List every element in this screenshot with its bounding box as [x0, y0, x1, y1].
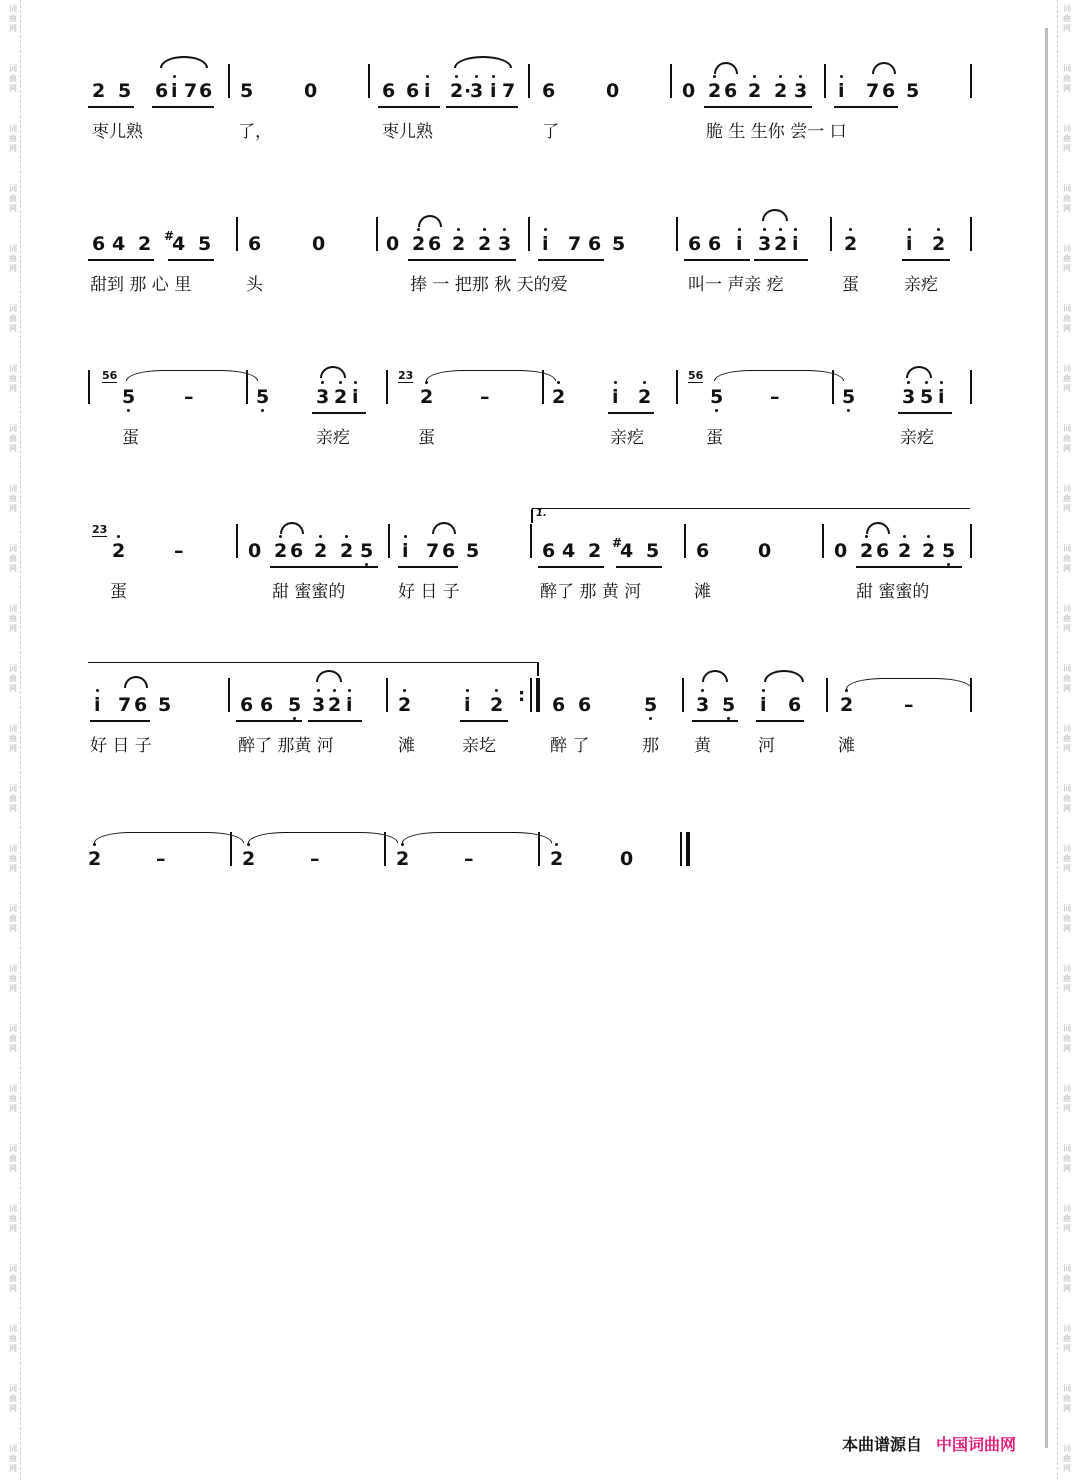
system-2: 6 4 2 # 4 5 6 0 0 2 6 2 2 3 i 7 6 5 6 6 i 3 2 i 2 i 2 甜到 那 心 里 头 捧 一 把那 秋 天的爱 叫一 声亲 疙 蛋 亲疙	[0, 233, 1074, 333]
watermark-mark: 词 曲 网	[1063, 1384, 1071, 1413]
watermark-mark: 词 曲 网	[1063, 964, 1071, 993]
source-label: 本曲谱源自	[842, 1435, 923, 1454]
watermark-mark: 词 曲 网	[1063, 1324, 1071, 1353]
watermark-mark: 词 曲 网	[1063, 664, 1071, 693]
watermark-mark: 词 曲 网	[1063, 244, 1071, 273]
watermark-mark: 词 曲 网	[9, 604, 17, 633]
watermark-mark: 词 曲 网	[9, 484, 17, 513]
lyric: 蛋	[842, 275, 859, 295]
watermark-mark: 词 曲 网	[9, 244, 17, 273]
lyric: 滩	[398, 736, 415, 756]
watermark-mark: 词 曲 网	[9, 4, 17, 33]
system-1: 2 5 6 i 7 6 5 0 6 6 i 2 · 3 i 7 6 0 0 2 6 2 2 3 i 7 6 5 枣儿熟 了， 枣儿熟 了 脆 生 生你 尝一 口	[0, 80, 1074, 180]
watermark-mark: 词 曲 网	[1063, 1264, 1071, 1293]
watermark-mark: 词 曲 网	[9, 784, 17, 813]
lyric: 醉 了	[550, 736, 590, 756]
system-5: i 7 6 5 6 6 5 3 2 i 2 i 2 : 6 6 5 3 5 i 6 2 – 好 日 子 醉了 那黄 河 滩 亲圪 醉 了 那 黄 河 滩	[0, 694, 1074, 794]
watermark-mark: 词 曲 网	[1063, 64, 1071, 93]
watermark-mark: 词 曲 网	[1063, 1024, 1071, 1053]
watermark-mark: 词 曲 网	[9, 1444, 17, 1473]
watermark-mark: 词 曲 网	[1063, 484, 1071, 513]
site-name[interactable]: 中国词曲网	[936, 1435, 1017, 1454]
watermark-mark: 词 曲 网	[9, 724, 17, 753]
lyric: 脆 生 生你 尝一 口	[706, 122, 847, 142]
lyric: 了，	[238, 122, 272, 142]
lyric: 头	[246, 275, 263, 295]
watermark-mark: 词 曲 网	[1063, 724, 1071, 753]
system-4: 23 2 – 0 2 6 2 2 5 i 7 6 5 1. 6 4 2 # 4 5 6 0 0 2 6 2 2 5 蛋 甜 蜜蜜的 好 日 子 醉了 那 黄 河 滩 甜 蜜蜜的	[0, 540, 1074, 640]
first-ending-continuation	[88, 662, 538, 663]
watermark-mark: 词 曲 网	[1063, 604, 1071, 633]
system-6: 2 – 2 – 2 – 2 0	[0, 848, 1074, 948]
lyric: 捧 一 把那 秋 天的爱	[410, 275, 568, 295]
lyric: 好 日 子	[398, 582, 460, 602]
watermark-mark: 词 曲 网	[9, 424, 17, 453]
watermark-mark: 词 曲 网	[9, 544, 17, 573]
watermark-mark: 词 曲 网	[1063, 544, 1071, 573]
watermark-mark: 词 曲 网	[1063, 904, 1071, 933]
lyric: 亲疙	[610, 428, 644, 448]
lyric: 甜到 那 心 里	[90, 275, 192, 295]
watermark-mark: 词 曲 网	[9, 1324, 17, 1353]
watermark-mark: 词 曲 网	[9, 664, 17, 693]
lyric: 好 日 子	[90, 736, 152, 756]
lyric: 醉了 那黄 河	[238, 736, 334, 756]
watermark-mark: 词 曲 网	[9, 364, 17, 393]
watermark-mark: 词 曲 网	[9, 64, 17, 93]
lyric: 枣儿熟	[382, 122, 433, 142]
lyric: 蛋	[418, 428, 435, 448]
lyric: 亲疙	[316, 428, 350, 448]
lyric: 蛋	[706, 428, 723, 448]
source-credit	[842, 1432, 1016, 1455]
lyric: 了	[542, 122, 559, 142]
watermark-mark: 词 曲 网	[1063, 424, 1071, 453]
watermark-mark: 词 曲 网	[1063, 1444, 1071, 1473]
watermark-mark: 词 曲 网	[1063, 4, 1071, 33]
watermark-mark: 词 曲 网	[9, 1024, 17, 1053]
watermark-mark: 词 曲 网	[9, 124, 17, 153]
lyric: 蛋	[110, 582, 127, 602]
watermark-mark: 词 曲 网	[1063, 844, 1071, 873]
lyric: 滩	[838, 736, 855, 756]
watermark-mark: 词 曲 网	[9, 304, 17, 333]
lyric: 那	[642, 736, 659, 756]
watermark-mark: 词 曲 网	[9, 1144, 17, 1173]
system-3: 56 5 – 5 3 2 i 23 2 – 2 i 2 56 5 – 5 3 5 i 蛋 亲疙 蛋 亲疙 蛋 亲疙	[0, 386, 1074, 486]
watermark-mark: 词 曲 网	[9, 844, 17, 873]
lyric: 叫一 声亲 疙	[688, 275, 784, 295]
lyric: 河	[758, 736, 775, 756]
watermark-mark: 词 曲 网	[1063, 184, 1071, 213]
watermark-mark: 词 曲 网	[9, 1264, 17, 1293]
watermark-mark: 词 曲 网	[1063, 1204, 1071, 1233]
lyric: 黄	[694, 736, 711, 756]
lyric: 滩	[694, 582, 711, 602]
watermark-mark: 词 曲 网	[9, 1204, 17, 1233]
watermark-mark: 词 曲 网	[1063, 304, 1071, 333]
watermark-mark: 词 曲 网	[9, 1084, 17, 1113]
lyric: 蛋	[122, 428, 139, 448]
lyric: 醉了 那 黄 河	[540, 582, 642, 602]
watermark-mark: 词 曲 网	[1063, 124, 1071, 153]
watermark-mark: 词 曲 网	[1063, 1084, 1071, 1113]
watermark-mark: 词 曲 网	[9, 1384, 17, 1413]
lyric: 甜 蜜蜜的	[272, 582, 346, 602]
lyric: 亲疙	[904, 275, 938, 295]
watermark-mark: 词 曲 网	[9, 904, 17, 933]
watermark-mark: 词 曲 网	[1063, 1144, 1071, 1173]
first-ending-bracket: 1.	[532, 508, 970, 509]
watermark-mark: 词 曲 网	[1063, 784, 1071, 813]
lyric: 亲疙	[900, 428, 934, 448]
lyric: 枣儿熟	[92, 122, 143, 142]
lyric: 甜 蜜蜜的	[856, 582, 930, 602]
watermark-mark: 词 曲 网	[9, 184, 17, 213]
lyric: 亲圪	[462, 736, 496, 756]
watermark-mark: 词 曲 网	[1063, 364, 1071, 393]
watermark-mark: 词 曲 网	[9, 964, 17, 993]
